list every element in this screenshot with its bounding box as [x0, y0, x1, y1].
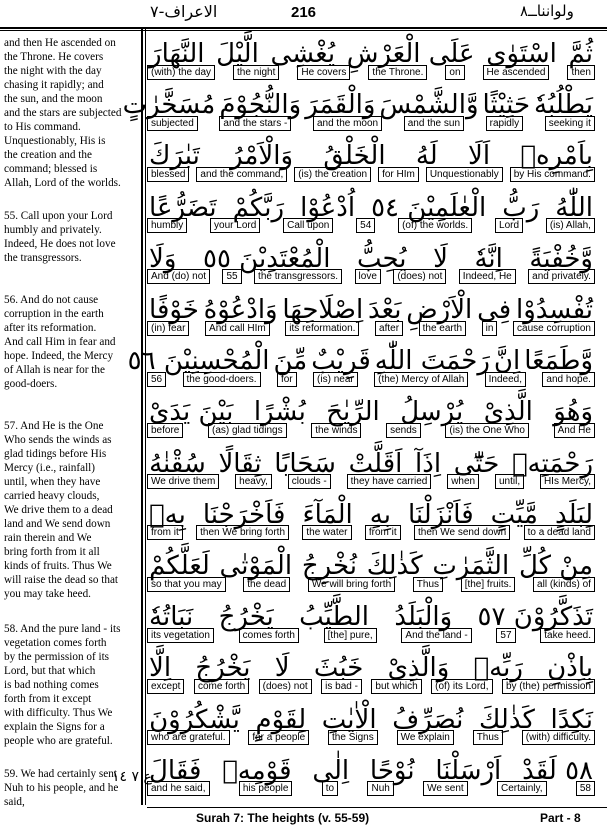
arabic-word: الْعٰلَمِيْنَ ٥٤	[371, 192, 487, 223]
word-translation: except	[147, 679, 184, 694]
translation-line: explain the Signs for a	[4, 721, 105, 733]
word-translation: then We bring forth	[196, 525, 289, 540]
word-translation: We drive them	[147, 474, 219, 489]
arabic-word: رَحْمَتِهٖ	[511, 448, 593, 479]
column-divider	[141, 27, 143, 805]
arabic-word: وَّطَمَعًا	[524, 346, 593, 377]
word-translation-line	[147, 166, 595, 182]
word-translation: for a people	[248, 730, 309, 745]
arabic-word: الْاٰيٰتِ	[321, 704, 377, 735]
arabic-word: وَادْعُوْهُ	[203, 295, 278, 325]
translation-line: Who sends the winds as	[4, 434, 112, 446]
translation-line: Unquestionably, His is	[4, 135, 106, 147]
translation-paragraph	[4, 209, 136, 265]
arabic-word: بَعْدَ	[368, 295, 402, 325]
translation-line: people who are grateful.	[4, 735, 113, 747]
word-translation: Unquestionably	[426, 167, 503, 182]
word-translation: love	[355, 269, 381, 284]
word-translation: its vegetation	[147, 628, 214, 643]
word-translation: before	[147, 423, 183, 438]
arabic-word: الْمَآءَ	[302, 499, 353, 530]
translation-line: Allah, Lord of the worlds.	[4, 177, 121, 189]
word-translation: the earth	[419, 321, 466, 336]
arabic-word: وَلَا	[149, 243, 177, 274]
arabic-word: اِنَّهٗ	[474, 243, 503, 274]
arabic-word: فَاَنْزَلْنَا	[408, 499, 474, 530]
arabic-word: وَّخُفْيَةً	[529, 243, 593, 274]
word-translation: (is) the creation	[294, 167, 371, 182]
word-translation: its reformation.	[285, 321, 359, 336]
arabic-word: الثَّمَرٰتِ	[432, 551, 510, 581]
arabic-word: اِلٰى	[312, 755, 350, 786]
arabic-word: لَا	[274, 653, 290, 684]
word-translation: Nuh	[367, 781, 393, 796]
translation-line: after its reformation.	[4, 322, 97, 334]
word-translation: Indeed, He	[459, 269, 516, 284]
word-translation: from it	[147, 525, 183, 540]
translation-line: bring forth from it all	[4, 546, 100, 558]
word-translation: for HIm	[378, 167, 419, 182]
arabic-word: وَالْاَمْرُ	[230, 141, 294, 172]
word-translation: and the stars -	[219, 116, 291, 131]
word-translation: And the land -	[401, 628, 471, 643]
arabic-word: لِقَوْمٍ	[255, 704, 307, 735]
word-translation: the dead	[243, 577, 290, 592]
word-translation: the Signs	[328, 730, 378, 745]
translation-paragraph	[4, 419, 136, 601]
word-translation-line	[147, 576, 595, 592]
word-translation: (in) fear	[147, 321, 189, 336]
word-translation: We will bring forth	[308, 577, 395, 592]
arabic-word: رَحْمَتَ اللّٰهِ	[374, 346, 490, 377]
footer-part: Part - 8	[540, 811, 581, 825]
word-translation: (is) near	[313, 372, 358, 387]
arabic-word: يَطْلُبُهٗ	[534, 90, 593, 121]
arabic-word: كَذٰلِكَ	[366, 551, 423, 581]
arabic-word: مِنْ كُلِّ	[518, 551, 593, 581]
arabic-word: الْاَرْضِ	[406, 295, 473, 325]
word-translation: and the moon	[313, 116, 382, 131]
word-translation: and privately.	[528, 269, 595, 284]
arabic-word: الْخَلْقُ	[323, 141, 386, 172]
arabic-word: نُوْحًا	[369, 755, 415, 786]
arabic-word: يَخْرُجُ	[195, 653, 251, 684]
arabic-word: فَقَالَ	[149, 755, 202, 786]
word-translation-line	[147, 627, 595, 643]
arabic-word: وَّالشَّمْسَ	[379, 90, 479, 121]
translation-line: We drive them to a dead	[4, 504, 113, 516]
word-translation: (does) not	[393, 269, 446, 284]
word-translation: He ascended	[483, 65, 550, 80]
word-translation: (does) not	[259, 679, 312, 694]
translation-line: hope. Indeed, the Mercy	[4, 350, 114, 362]
arabic-word: نَبَاتُهٗ	[149, 602, 194, 633]
word-translation-line	[147, 525, 595, 541]
arabic-word: يَّشْكُرُوْنَ	[149, 704, 240, 735]
arabic-word: ثِقَالًا	[218, 448, 262, 479]
word-translation: (of) its Lord,	[431, 679, 492, 694]
word-translation: Thus	[413, 577, 443, 592]
arabic-word: يُرْسِلُ	[400, 397, 464, 428]
word-translation-line	[147, 320, 595, 336]
arabic-word: اِلَّا	[149, 653, 172, 684]
translation-line: until, when they have	[4, 476, 101, 488]
word-translation: (as) glad tidings	[208, 423, 287, 438]
word-translation-line	[147, 269, 595, 285]
translation-line: Indeed, He does not love	[4, 238, 116, 250]
arabic-word: اَرْسَلْنَا	[435, 755, 502, 786]
word-translation: (is) Allah,	[546, 218, 595, 233]
translation-line: of Allah is near for the	[4, 364, 105, 376]
arabic-word: وَهُوَ	[553, 397, 593, 428]
translation-line: and the stars are subjected	[4, 107, 122, 119]
arabic-word: حَثِيْثًا	[482, 90, 531, 121]
arabic-word: مَّيِّتٍ	[490, 499, 538, 530]
word-translation: your Lord	[210, 218, 260, 233]
arabic-word: فَاَخْرَجْنَا	[202, 499, 286, 530]
word-translation-line	[147, 115, 595, 131]
arabic-word: اِذَآ	[415, 448, 442, 479]
word-translation: so that you may	[147, 577, 226, 592]
word-translation-line	[147, 218, 595, 234]
word-translation: and the command,	[196, 167, 287, 182]
word-translation: they have carried	[347, 474, 432, 489]
translation-line: the sun, and the moon	[4, 93, 103, 105]
translation-line: good-doers.	[4, 378, 58, 390]
translation-line: the night with the day	[4, 65, 102, 77]
word-translation: but which	[371, 679, 421, 694]
arabic-word: بِاَمْرِهٖ	[520, 141, 593, 172]
word-translation: HIs Mercy,	[540, 474, 595, 489]
arabic-word: يَخْرُجُ	[218, 602, 274, 633]
arabic-word: رَبَّكُمْ	[232, 192, 285, 223]
word-translation: humbly	[147, 218, 187, 233]
translation-line: is bad nothing comes	[4, 679, 99, 691]
translation-line: the creation and the	[4, 149, 92, 161]
translation-line: Mercy (i.e., rainfall)	[4, 462, 96, 474]
juz-header-arabic: ولوانناــ٨	[520, 2, 574, 20]
translation-line: with difficulty. Thus We	[4, 707, 113, 719]
word-translation: and the sun	[404, 116, 464, 131]
translation-line: by the permission of its	[4, 651, 110, 663]
word-translation: (with) difficulty.	[522, 730, 595, 745]
translation-paragraph	[4, 293, 136, 391]
translation-line: land and We send down	[4, 518, 111, 530]
word-translation: the transgressors.	[254, 269, 342, 284]
word-translation: come forth	[194, 679, 249, 694]
arabic-word: بَيْنَ يَدَىْ	[149, 397, 234, 428]
word-translation: to a dead land	[524, 525, 595, 540]
translation-line: 57. And He is the One	[4, 420, 104, 432]
word-translation: in	[482, 321, 498, 336]
word-translation: after	[375, 321, 403, 336]
word-translation: the Throne.	[368, 65, 427, 80]
arabic-word: قَوْمِهٖ	[222, 755, 292, 786]
translation-line: vegetation comes forth	[4, 637, 107, 649]
arabic-word: لَا	[433, 243, 448, 274]
arabic-word: بِاِذْنِ	[547, 653, 593, 684]
translation-line: humbly and privately.	[4, 224, 102, 236]
word-translation: Lord	[495, 218, 523, 233]
arabic-word: فِى	[477, 295, 512, 325]
word-translation-line	[147, 730, 595, 746]
word-translation: (of) the worlds.	[398, 218, 472, 233]
translation-line: corruption in the earth	[4, 308, 104, 320]
word-translation: the good-doers.	[183, 372, 261, 387]
translation-line: the Throne. He covers	[4, 51, 104, 63]
translation-line: Nuh to his people, and he	[4, 782, 119, 794]
word-translation: the night	[233, 65, 279, 80]
word-translation: then	[567, 65, 594, 80]
word-translation-line	[147, 474, 595, 490]
arabic-word: الْمُعْتَدِيْنَ ٥٥	[202, 243, 331, 274]
word-translation: seeking it	[545, 116, 595, 131]
arabic-word: قَرِيْبٌ	[311, 346, 371, 377]
word-translation: 55	[222, 269, 241, 284]
translation-paragraph	[4, 36, 136, 190]
arabic-word: الْمُحْسِنِيْنَ ٥٦	[127, 346, 270, 377]
word-translation-line	[147, 678, 595, 694]
ruku-mark: ع ٧ ١٤	[112, 769, 152, 785]
translation-line: forth from it except	[4, 693, 92, 705]
word-translation: all (kinds) of	[533, 577, 595, 592]
arabic-word: ٥٨ لَقَدْ	[522, 755, 593, 786]
word-translation: comes forth	[239, 628, 299, 643]
word-translation: Certainly,	[497, 781, 547, 796]
word-translation: by His command.	[510, 167, 595, 182]
arabic-word: لَعَلَّكُمْ	[149, 551, 210, 581]
translation-line: will raise the dead so that	[4, 574, 119, 586]
word-translation: Indeed,	[485, 372, 526, 387]
word-translation: Call upon	[283, 218, 333, 233]
word-translation: And (do) not	[147, 269, 210, 284]
word-translation: then We send down	[414, 525, 510, 540]
word-translation: and he said,	[147, 781, 210, 796]
translation-paragraph	[4, 622, 136, 748]
arabic-word: اَقَلَّتْ	[348, 448, 403, 479]
word-translation: 54	[356, 218, 375, 233]
word-translation: (is) the One Who	[445, 423, 529, 438]
translation-line: carried heavy clouds,	[4, 490, 100, 502]
word-translation: 57	[496, 628, 515, 643]
arabic-word: اِصْلَاحِهَا	[282, 295, 364, 325]
footer-surah: Surah 7: The heights (v. 55-59)	[196, 811, 370, 825]
translation-line: rain therein and We	[4, 532, 92, 544]
surah-header-arabic: الاعراف-٧	[150, 2, 218, 21]
word-translation: (the) Mercy of Allah	[374, 372, 468, 387]
arabic-word: وَالْبَلَدُ	[394, 602, 453, 633]
word-translation: is bad -	[321, 679, 362, 694]
arabic-word: الطَّيِّبُ	[299, 602, 369, 633]
arabic-word: سُقْنٰهُ	[149, 448, 206, 479]
arabic-word: وَالنُّجُوْمَ	[219, 90, 302, 121]
translation-line: to His command.	[4, 121, 81, 133]
arabic-word: مِّنَ	[273, 346, 308, 377]
arabic-word: اُدْعُوْا	[300, 192, 356, 223]
word-translation: subjected	[147, 116, 198, 131]
word-translation: cause corruption	[513, 321, 595, 336]
word-translation: heavy,	[235, 474, 272, 489]
translation-line: 58. And the pure land - its	[4, 623, 121, 635]
page-header	[0, 0, 607, 28]
arabic-word: بِهِ	[369, 499, 391, 530]
translation-line: the transgressors.	[4, 252, 82, 264]
arabic-word: ثُمَّ	[568, 39, 593, 69]
arabic-word: مُسَخَّرٰتٍ	[122, 90, 216, 121]
word-translation: for	[277, 372, 297, 387]
arabic-word: اَلَا	[468, 141, 491, 172]
translation-line: you may take heed.	[4, 588, 91, 600]
word-translation: (with) the day	[147, 65, 215, 80]
arabic-word: بُشْرًا	[253, 397, 306, 428]
word-translation: He covers	[297, 65, 350, 80]
arabic-word: رَبُّ	[502, 192, 540, 223]
word-translation: 56	[147, 372, 166, 387]
arabic-word: نُصَرِّفُ	[392, 704, 464, 735]
arabic-word: عَلَى الْعَرْشِ	[346, 39, 475, 69]
arabic-word: خَوْفًا	[149, 295, 199, 325]
arabic-word: بِهٖ	[149, 499, 186, 530]
arabic-word: النَّهَارَ	[149, 39, 205, 69]
arabic-word: وَالَّذِىْ	[387, 653, 450, 684]
word-translation: And He	[554, 423, 595, 438]
arabic-word: وَالْقَمَرَ	[305, 90, 376, 121]
word-translation: Thus	[473, 730, 503, 745]
word-translation: clouds -	[288, 474, 331, 489]
word-translation: on	[445, 65, 464, 80]
translation-line: kinds of fruits. Thus We	[4, 560, 112, 572]
translation-line: and then He ascended on	[4, 37, 116, 49]
translation-line: 59. We had certainly sent	[4, 768, 117, 780]
arabic-word: اِنَّ	[493, 346, 521, 377]
footer-rule	[147, 807, 607, 808]
arabic-word: اسْتَوٰى	[486, 39, 557, 69]
word-translation: We sent	[423, 781, 468, 796]
translation-line: glad tidings before His	[4, 448, 107, 460]
arabic-word: رَبِّهٖ	[473, 653, 523, 684]
page-number: 216	[290, 4, 317, 21]
word-translation: and hope.	[542, 372, 595, 387]
word-translation-line	[147, 64, 595, 80]
arabic-word: تَضَرُّعًا	[149, 192, 217, 223]
translation-line: 56. And do not cause	[4, 294, 99, 306]
word-translation: by (the) permission	[502, 679, 595, 694]
translation-line: And call Him in fear and	[4, 336, 116, 348]
arabic-word: تُفْسِدُوْا	[515, 295, 593, 325]
arabic-word: كَذٰلِكَ	[479, 704, 535, 735]
word-translation: take heed.	[540, 628, 595, 643]
translation-line: said,	[4, 796, 25, 808]
word-translation: [the] pure,	[324, 628, 377, 643]
word-translation: sends	[386, 423, 421, 438]
arabic-word: يُغْشِى	[270, 39, 336, 69]
arabic-word: الَّذِىْ	[483, 397, 533, 428]
arabic-word: الْمَوْتٰى	[219, 551, 293, 581]
word-translation: And call HIm	[205, 321, 270, 336]
translation-line: Lord, but that which	[4, 665, 96, 677]
word-translation: until,	[495, 474, 524, 489]
word-translation: from it	[365, 525, 401, 540]
word-translation-line	[147, 422, 595, 438]
word-translation: to	[322, 781, 338, 796]
word-translation: We explain	[397, 730, 454, 745]
header-rule	[0, 27, 607, 29]
word-translation-line	[147, 781, 595, 797]
arabic-word: يُحِبُّ	[356, 243, 407, 274]
translation-line: chasing it rapidly; and	[4, 79, 104, 91]
word-translation: [the] fruits.	[461, 577, 516, 592]
translation-line: command; blessed is	[4, 163, 98, 175]
arabic-word: حَتّٰٓى	[453, 448, 500, 479]
arabic-word: الَّيْلَ	[216, 39, 259, 69]
word-translation: when	[447, 474, 479, 489]
word-translation: rapidly	[486, 116, 523, 131]
arabic-word: لِبَلَدٍ	[554, 499, 593, 530]
arabic-word: تَذَكَّرُوْنَ ٥٧	[477, 602, 593, 633]
column-divider-thin	[145, 27, 146, 805]
word-translation: the water	[302, 525, 351, 540]
word-translation: blessed	[147, 167, 189, 182]
arabic-word: الرِّيٰحَ	[326, 397, 380, 428]
arabic-word: اللّٰهُ	[555, 192, 593, 223]
word-translation-line	[147, 371, 595, 387]
word-translation: 58	[576, 781, 595, 796]
arabic-word: تَبٰرَكَ	[149, 141, 200, 172]
arabic-word: سَحَابًا	[274, 448, 336, 479]
arabic-word: نُخْرِجُ	[301, 551, 357, 581]
word-translation: the winds	[311, 423, 361, 438]
word-translation: his people	[239, 781, 293, 796]
translation-line: 55. Call upon your Lord	[4, 210, 113, 222]
arabic-word: نَكِدًا	[550, 704, 593, 735]
arabic-word: لَهُ	[415, 141, 438, 172]
arabic-word: خَبُثَ	[313, 653, 364, 684]
word-translation: who are grateful.	[147, 730, 230, 745]
